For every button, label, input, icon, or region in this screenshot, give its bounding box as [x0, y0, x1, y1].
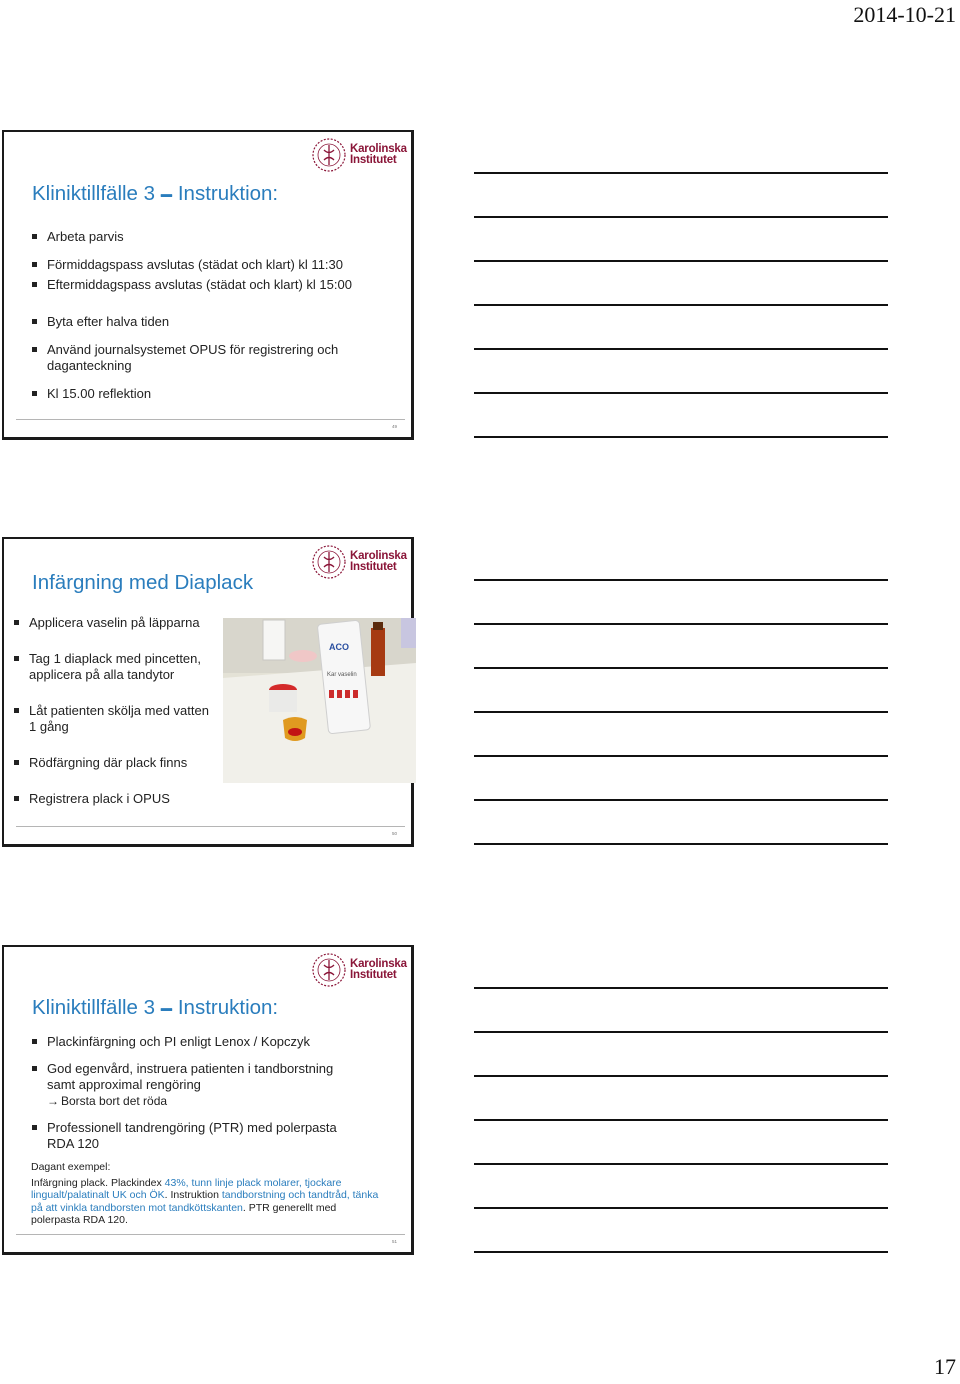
bullet-item: Applicera vaselin på läpparna [14, 615, 219, 631]
note-line [474, 1075, 888, 1077]
karolinska-logo [311, 543, 407, 581]
bullet-item [32, 1061, 362, 1109]
note-line [474, 1251, 888, 1253]
slide-number: 49 [391, 424, 397, 429]
bullet-item: Låt patienten skölja med vatten 1 gång [14, 703, 219, 735]
logo-line2: Institutet [350, 154, 397, 166]
photo-product: Kar vaselin [327, 672, 357, 678]
arrow-right-icon: → [47, 1094, 59, 1108]
note-line [474, 623, 888, 625]
bullet-text: God egenvård, instruera patienten i tandborstning samt approximal rengöring [47, 1061, 334, 1092]
logo-line1: Karolinska [350, 143, 407, 155]
example-heading: Dagant exempel: [31, 1161, 111, 1173]
note-line [474, 216, 888, 218]
bullet-item: Plackinfärgning och PI enligt Lenox / Kopczyk [32, 1034, 362, 1050]
slide-divider [16, 1234, 405, 1235]
slide-50 [2, 537, 414, 847]
sub-bullet-text: Borsta bort det röda [61, 1094, 168, 1108]
karolinska-seal-icon [311, 952, 347, 988]
slide-number: 51 [391, 1239, 397, 1244]
karolinska-seal-icon [311, 544, 347, 580]
bullet-item: Registrera plack i OPUS [14, 791, 219, 807]
bullet-item: Byta efter halva tiden [32, 314, 362, 330]
bullet-item: Arbeta parvis [32, 229, 362, 245]
example-highlight: tandborstning och tandtråd, tänka på att vinkla tandborsten mot tandköttskanten [31, 1189, 379, 1214]
title-part: Instruktion: [172, 996, 279, 1019]
slide-title [32, 182, 278, 206]
title-part: Kliniktillfälle 3 [32, 996, 161, 1019]
note-line [474, 1207, 888, 1209]
note-line [474, 348, 888, 350]
slide-title [32, 996, 278, 1020]
note-line [474, 667, 888, 669]
karolinska-seal-icon [311, 137, 347, 173]
logo-line1: Karolinska [350, 550, 407, 562]
bullet-item: Använd journalsystemet OPUS för registrering och daganteckning [32, 342, 362, 374]
bullet-item: Tag 1 diaplack med pincetten, applicera på alla tandytor [14, 651, 219, 683]
slide-number: 50 [391, 831, 397, 836]
bullet-item: Kl 15.00 reflektion [32, 386, 362, 402]
slide-divider [16, 419, 405, 420]
example-note [31, 1161, 381, 1227]
slide-51 [2, 945, 414, 1255]
note-line [474, 260, 888, 262]
note-line [474, 436, 888, 438]
note-line [474, 799, 888, 801]
note-line [474, 392, 888, 394]
bullet-item: Eftermiddagspass avslutas (städat och klart) kl 15:00 [32, 277, 362, 293]
bullet-list [14, 615, 219, 807]
bullet-item: Förmiddagspass avslutas (städat och klart) kl 11:30 [32, 257, 362, 273]
slide-49 [2, 130, 414, 440]
note-line [474, 304, 888, 306]
page-number: 17 [934, 1354, 956, 1379]
logo-line2: Institutet [350, 969, 397, 981]
slide-divider [16, 826, 405, 827]
bullet-list [32, 1034, 362, 1152]
bullet-item: Rödfärgning där plack finns [14, 755, 219, 771]
note-line [474, 1119, 888, 1121]
logo-line1: Karolinska [350, 958, 407, 970]
example-part: . Instruktion [164, 1189, 222, 1201]
note-line [474, 987, 888, 989]
photo-brand: ACO [329, 642, 349, 652]
title-dash: – [160, 996, 173, 1019]
note-line [474, 1163, 888, 1165]
note-line [474, 711, 888, 713]
note-line [474, 843, 888, 845]
example-part: Infärgning plack. Plackindex [31, 1176, 165, 1189]
note-line [474, 579, 888, 581]
sub-bullet [47, 1093, 362, 1109]
bullet-item: Professionell tandrengöring (PTR) med polerpasta RDA 120 [32, 1120, 362, 1152]
example-text [31, 1177, 381, 1227]
title-part: Instruktion: [172, 182, 279, 205]
title-dash: – [160, 182, 173, 205]
logo-line2: Institutet [350, 561, 397, 573]
page-date: 2014-10-21 [853, 2, 956, 27]
note-line [474, 1031, 888, 1033]
karolinska-logo [311, 136, 407, 174]
note-line [474, 172, 888, 174]
example-part: . PTR generellt med polerpasta RDA 120. [31, 1201, 337, 1226]
slide-title: Infärgning med Diaplack [32, 571, 254, 594]
example-highlight: 43%, tunn linje plack molarer, tjockare lingualt/palatinalt UK och ÖK [31, 1176, 342, 1201]
title-part: Kliniktillfälle 3 [32, 182, 161, 205]
bullet-list [32, 229, 362, 402]
note-line [474, 755, 888, 757]
diaplack-photo [223, 618, 416, 783]
karolinska-logo [311, 951, 407, 989]
